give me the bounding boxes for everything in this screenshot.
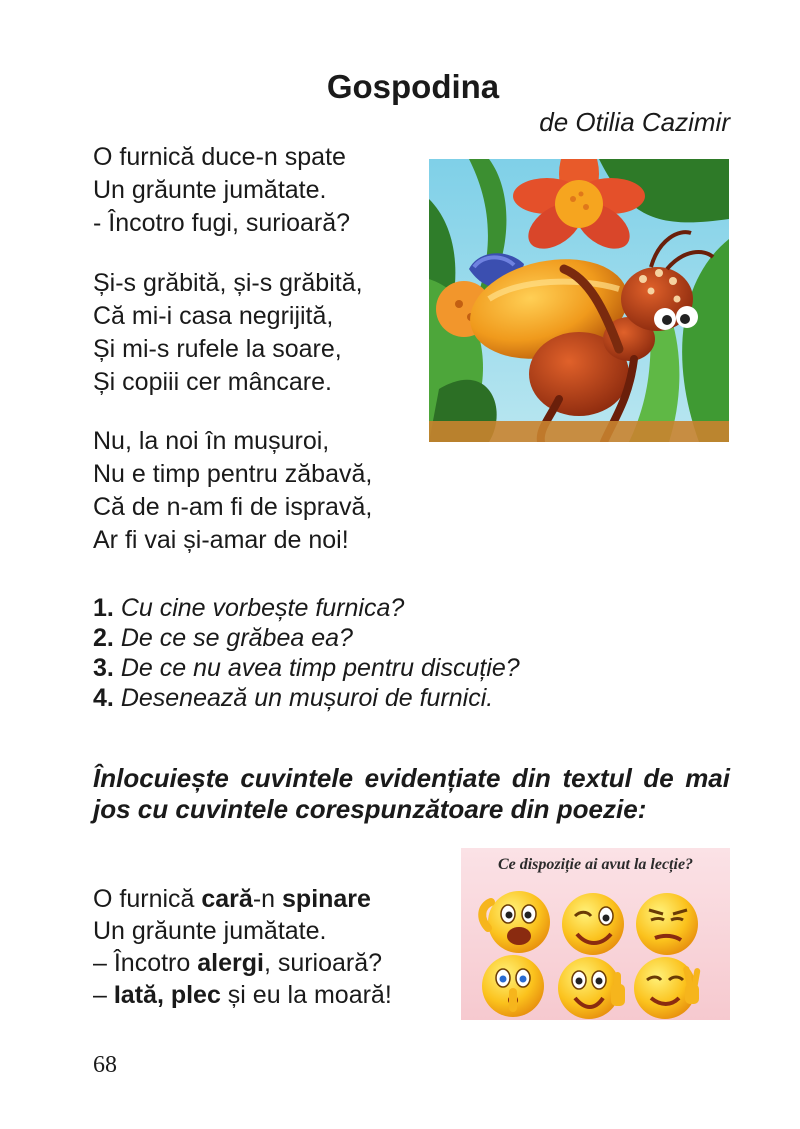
poem-line: Un grăunte jumătate.	[93, 176, 327, 204]
ant-carrying-grain-icon	[429, 159, 729, 442]
poem-line: Ar fi vai și-amar de noi!	[93, 526, 349, 554]
question-number: 3.	[93, 654, 114, 682]
poem-line: Că mi-i casa negrijită,	[93, 302, 334, 330]
poem-line: Nu e timp pentru zăbavă,	[93, 460, 373, 488]
exercise-text-segment: –	[93, 981, 114, 1009]
poem-line: Și copiii cer mâncare.	[93, 368, 332, 396]
page-number: 68	[93, 1052, 117, 1078]
thumbs-up-face-icon	[558, 957, 625, 1019]
exercise-line: Un grăunte jumătate.	[93, 917, 327, 945]
poem-author: de Otilia Cazimir	[539, 107, 730, 137]
shushing-face-icon	[482, 955, 544, 1017]
highlighted-word: spinare	[282, 885, 371, 913]
exercise-line	[93, 979, 392, 1011]
poem-stanza-3	[93, 425, 372, 557]
question-text: Desenează un mușuroi de furnici.	[120, 684, 494, 712]
question-number: 1.	[93, 594, 114, 622]
poem-line: Și-s grăbită, și-s grăbită,	[93, 269, 363, 297]
question-item	[93, 683, 520, 713]
exercise-text-segment: și eu la moară!	[220, 981, 392, 1009]
poem-line: O furnică duce-n spate	[93, 143, 346, 171]
questions-list	[93, 593, 520, 713]
poem-line: Și mi-s rufele la soare,	[93, 335, 342, 363]
exercise-line	[93, 947, 392, 979]
poem-stanza-2	[93, 267, 363, 399]
highlighted-word: cară	[201, 885, 253, 913]
question-item	[93, 623, 520, 653]
exercise-text-segment: – Încotro	[93, 949, 198, 977]
peace-sign-face-icon	[634, 957, 701, 1019]
question-item	[93, 653, 520, 683]
page-title: Gospodina	[326, 68, 500, 105]
question-text: Cu cine vorbește furnica?	[120, 594, 405, 622]
exercise-text-segment: O furnică	[93, 885, 202, 913]
skeptical-face-icon	[636, 893, 698, 955]
poem-line: Că de n-am fi de ispravă,	[93, 493, 373, 521]
exercise-text-segment: , surioară?	[263, 949, 383, 977]
exercise-text	[93, 883, 392, 1011]
poem-stanza-1	[93, 141, 350, 240]
task-instruction: Înlocuiește cuvintele evidențiate din textul de mai jos cu cuvintele corespunzătoare din poezie:	[93, 763, 730, 824]
mood-panel-title: Ce dispoziție ai avut la lecție?	[497, 856, 694, 873]
question-item	[93, 593, 520, 623]
excited-face-icon	[482, 891, 550, 953]
highlighted-word: Iată, plec	[113, 981, 221, 1009]
poem-line: - Încotro fugi, surioară?	[93, 209, 351, 237]
poem-line: Nu, la noi în mușuroi,	[93, 427, 330, 455]
mood-panel	[461, 848, 730, 1020]
exercise-text-segment: -n	[252, 885, 283, 913]
question-text: De ce nu avea timp pentru discuție?	[120, 654, 520, 682]
winking-face-icon	[562, 893, 624, 955]
question-text: De ce se grăbea ea?	[120, 624, 353, 652]
question-number: 2.	[93, 624, 114, 652]
question-number: 4.	[93, 684, 114, 712]
highlighted-word: alergi	[197, 949, 264, 977]
exercise-line	[93, 883, 392, 915]
